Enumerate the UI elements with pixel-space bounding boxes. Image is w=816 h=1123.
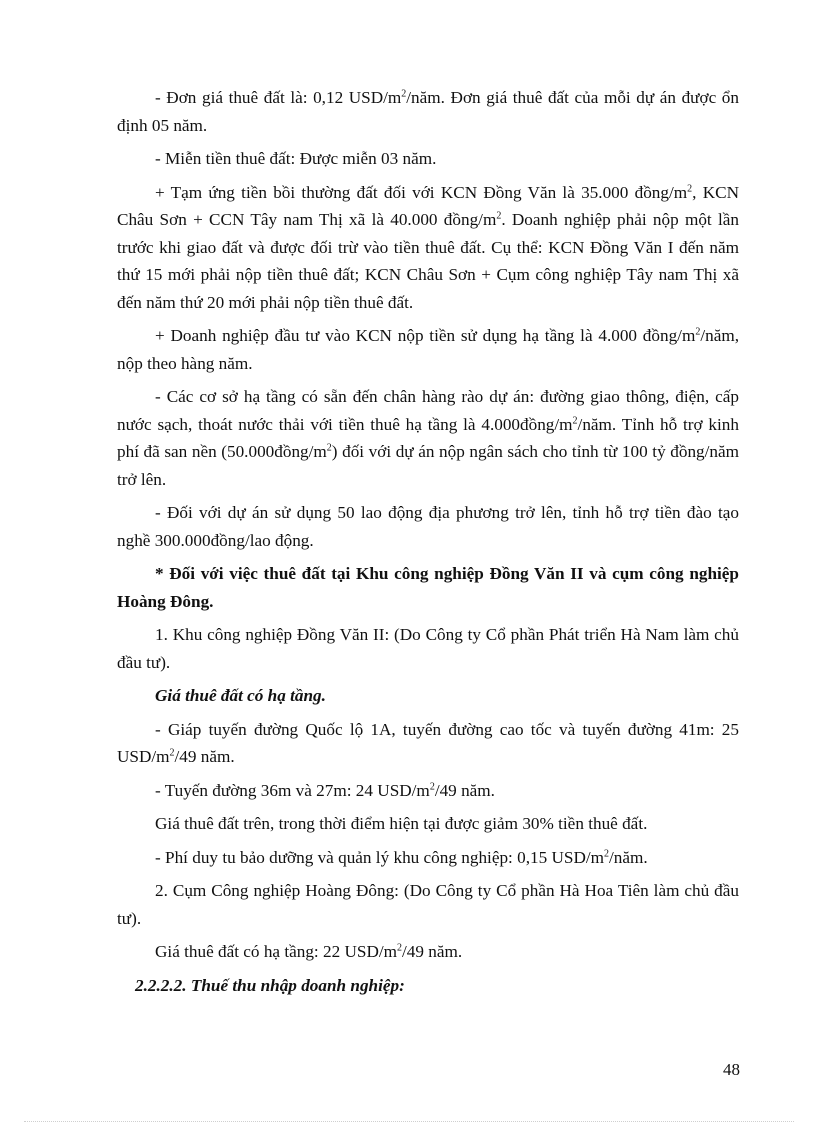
paragraph-compensation-advance: + Tạm ứng tiền bồi thường đất đối với KCN Đồng Văn là 35.000 đồng/$m^2$, KCN Châu Sơn + CCN Tây nam Thị xã là 40.000 đồng/$m^2$. Doanh nghiệp phải nộp một lần trước khi giao đất và được đối trừ vào tiền thuê đất. Cụ thể: KCN Đồng Văn I đến năm thứ 15 mới phải nộp tiền thuê đất; KCN Châu Sơn + Cụm công nghiệp Tây nam Thị xã đến năm thứ 20 mới phải nộp tiền thuê đất. [117, 182, 739, 312]
page-number: 48 [723, 1060, 740, 1079]
paragraph-available-infrastructure: - Các cơ sở hạ tầng có sẵn đến chân hàng rào dự án: đường giao thông, điện, cấp nước sạch, thoát nước thải với tiền thuê hạ tầng là $4.000đồng/m^2$/năm. Tỉnh hỗ trợ kinh phí đã san nền $(50.000đồng/m^2)$ đối với dự án nộp ngân sách cho tỉnh từ 100 tỷ đồng/năm trở lên. [117, 387, 739, 489]
subheading-land-price: Giá thuê đất có hạ tầng. [155, 686, 326, 705]
paragraph-rent-exemption: - Miễn tiền thuê đất: Được miễn 03 năm. [155, 149, 437, 168]
section-heading-corporate-tax: 2.2.2.2. Thuế thu nhập doanh nghiệp: [135, 975, 405, 995]
paragraph-dong-van-ii-zone: 1. Khu công nghiệp Đồng Văn II: (Do Công ty Cổ phần Phát triển Hà Nam làm chủ đầu tư). [117, 625, 739, 672]
section-heading-dong-van-ii: * Đối với việc thuê đất tại Khu công nghiệp Đồng Văn II và cụm công nghiệp Hoàng Đông. [117, 564, 739, 611]
paragraph-highway-price: - Giáp tuyến đường Quốc lộ 1A, tuyến đường cao tốc và tuyến đường 41m: 25 USD/$m^2/49$ năm. [117, 719, 739, 766]
paragraph-infrastructure-fee: + Doanh nghiệp đầu tư vào KCN nộp tiền sử dụng hạ tầng là 4.000 đồng/$m^2$/năm, nộp theo hàng năm. [117, 326, 739, 373]
paragraph-road-price: - Tuyến đường 36m và 27m: 24 USD/$m^2/49$ năm. [155, 780, 495, 800]
paragraph-discount: Giá thuê đất trên, trong thời điểm hiện tại được giảm 30% tiền thuê đất. [155, 814, 648, 833]
paragraph-training-support: - Đối với dự án sử dụng 50 lao động địa phương trở lên, tỉnh hỗ trợ tiền đào tạo nghề 300.000đồng/lao động. [117, 503, 739, 550]
paragraph-maintenance-fee: - Phí duy tu bảo dưỡng và quản lý khu công nghiệp: 0,15 USD/$m^2$/năm. [155, 847, 648, 867]
paragraph-land-rent-price: - Đơn giá thuê đất là: 0,12 USD/$m^2$/năm. Đơn giá thuê đất của mỗi dự án được ổn định 05 năm. [117, 88, 739, 135]
page-bottom-rule [24, 1121, 794, 1122]
paragraph-hoang-dong-cluster: 2. Cụm Công nghiệp Hoàng Đông: (Do Công ty Cổ phần Hà Hoa Tiên làm chủ đầu tư). [117, 881, 739, 928]
paragraph-hoang-dong-price: Giá thuê đất có hạ tầng: 22 USD/$m^2/49$ năm. [155, 942, 463, 961]
body-text [117, 84, 739, 1005]
